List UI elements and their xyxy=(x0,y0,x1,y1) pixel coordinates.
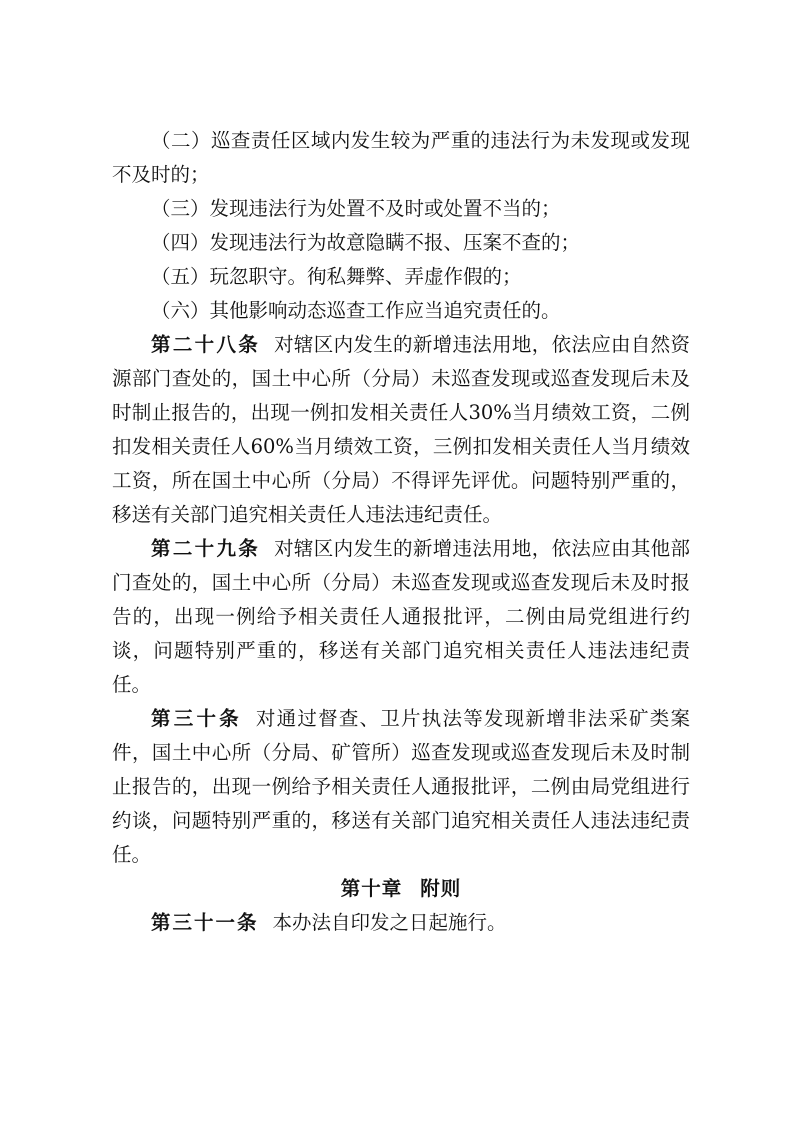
article-body: 对辖区内发生的新增违法用地，依法应由自然资源部门查处的，国土中心所（分局）未巡查发现或巡查发现后未及时制止报告的，出现一例扣发相关责任人30%当月绩效工资，二例扣发相关责任人60%当月绩效工资，三例扣发相关责任人当月绩效工资，所在国土中心所（分局）不得评先评优。问题特别严重的，移送有关部门追究相关责任人违法违纪责任。 xyxy=(112,333,690,526)
list-item: （五）玩忽职守。徇私舞弊、弄虚作假的； xyxy=(151,265,522,288)
article-30 xyxy=(112,702,690,872)
article-heading: 第三十条 xyxy=(151,707,242,730)
chapter-number: 第十章 xyxy=(340,877,403,900)
list-item: （六）其他影响动态巡查工作应当追究责任的。 xyxy=(151,299,561,322)
article-29 xyxy=(112,532,690,702)
list-item: （三）发现违法行为处置不及时或处置不当的； xyxy=(151,197,561,220)
article-heading: 第二十八条 xyxy=(151,333,261,356)
list-item: （二）巡查责任区域内发生较为严重的违法行为未发现或发现不及时的； xyxy=(112,129,690,186)
article-heading: 第二十九条 xyxy=(151,537,261,560)
article-body: 本办法自印发之日起施行。 xyxy=(272,911,507,934)
article-body: 对通过督查、卫片执法等发现新增非法采矿类案件，国土中心所（分局、矿管所）巡查发现或巡查发现后未及时制止报告的，出现一例给予相关责任人通报批评，二例由局党组进行约谈，问题特别严重的，移送有关部门追究相关责任人违法违纪责任。 xyxy=(112,707,690,866)
article-28 xyxy=(112,328,690,532)
article-body: 对辖区内发生的新增违法用地，依法应由其他部门查处的，国土中心所（分局）未巡查发现或巡查发现后未及时报告的，出现一例给予相关责任人通报批评，二例由局党组进行约谈，问题特别严重的，移送有关部门追究相关责任人违法违纪责任。 xyxy=(112,537,690,696)
chapter-title: 附则 xyxy=(420,877,462,900)
document-page xyxy=(112,124,690,940)
article-31 xyxy=(112,906,690,940)
list-item: （四）发现违法行为故意隐瞒不报、压案不查的； xyxy=(151,231,581,254)
chapter-heading xyxy=(112,872,690,906)
article-heading: 第三十一条 xyxy=(151,911,259,934)
